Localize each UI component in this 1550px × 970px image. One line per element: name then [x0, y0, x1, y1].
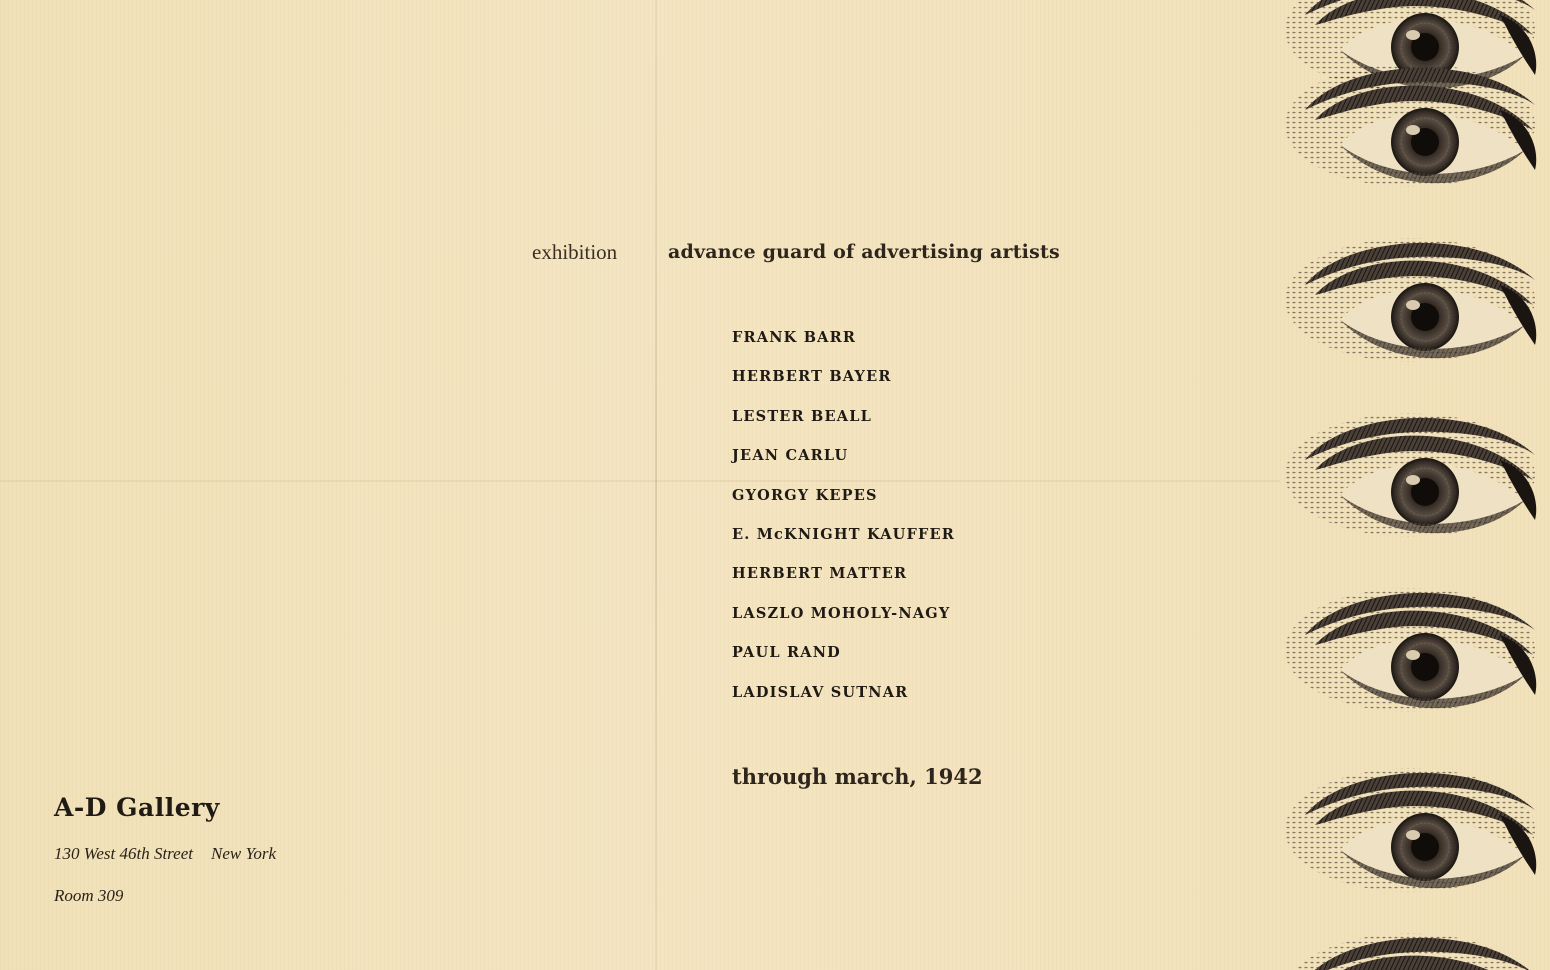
- exhibition-label: exhibition: [532, 240, 618, 264]
- gallery-room: Room 309: [54, 886, 124, 905]
- engraved-eye-icon: [1285, 238, 1536, 362]
- engraved-eye-icon: [1285, 413, 1536, 537]
- gallery-address: [54, 844, 276, 864]
- eye-column: [1280, 0, 1550, 970]
- artist-name: FRANK BARR: [732, 329, 857, 346]
- artist-name: LASZLO MOHOLY-NAGY: [732, 604, 951, 622]
- artist-name: HERBERT BAYER: [732, 368, 892, 386]
- artist-name: LESTER BEALL: [732, 407, 873, 425]
- artist-name: GYORGY KEPES: [732, 486, 878, 504]
- artist-name: E. McKNIGHT KAUFFER: [732, 525, 955, 543]
- artist-name: LADISLAV SUTNAR: [732, 683, 909, 701]
- gallery-street: 130 West 46th Street: [54, 844, 193, 863]
- engraved-eye-icon: [1285, 588, 1536, 712]
- artist-name: HERBERT MATTER: [732, 565, 908, 583]
- exhibition-headline: advance guard of advertising artists: [668, 241, 1060, 263]
- artist-name: PAUL RAND: [732, 644, 841, 662]
- center-fold: [655, 0, 657, 970]
- engraved-eye-icon: [1285, 63, 1536, 187]
- gallery-name: A-D Gallery: [54, 793, 220, 822]
- artist-name: JEAN CARLU: [732, 447, 849, 465]
- gallery-city: New York: [210, 844, 277, 863]
- engraved-eye-icon: [1285, 933, 1536, 970]
- horizontal-crease: [0, 480, 1280, 482]
- engraved-eye-icon: [1285, 768, 1536, 892]
- exhibition-dates: through march, 1942: [732, 764, 983, 789]
- artist-list: [732, 329, 955, 723]
